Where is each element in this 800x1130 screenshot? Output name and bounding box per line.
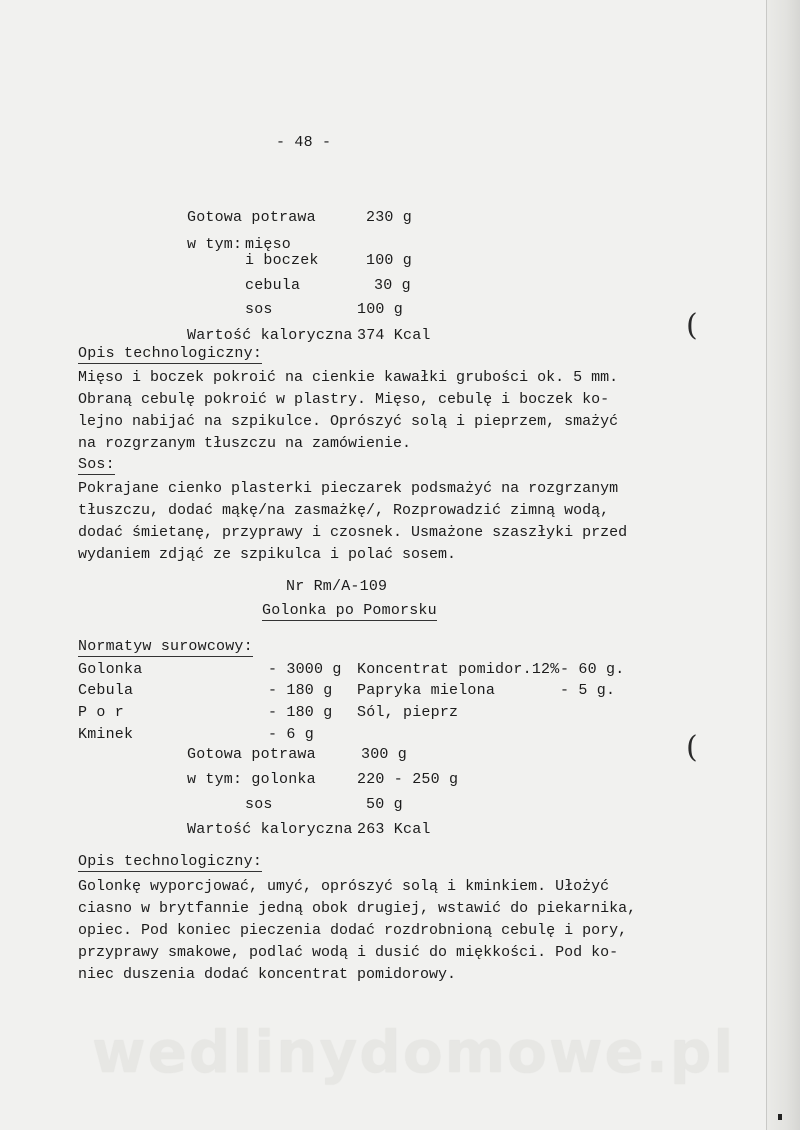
page-edge <box>766 0 800 1130</box>
text-line: Pokrajane cienko plasterki pieczarek podsmażyć na rozgrzanym <box>78 480 619 497</box>
ingredient-name: P o r <box>78 704 125 721</box>
ingredient-qty: - 6 g <box>268 726 315 743</box>
ingredient-name: Papryka mielona <box>357 682 496 699</box>
recipe-title: Golonka po Pomorsku <box>262 602 437 619</box>
ready-dish-value-2: 300 g <box>361 746 408 763</box>
ingredient-name: Kminek <box>78 726 134 743</box>
text-line: lejno nabijać na szpikulce. Oprószyć solą i pieprzem, smażyć <box>78 413 619 430</box>
corner-mark <box>778 1114 782 1120</box>
calories-label-2: Wartość kaloryczna <box>187 821 353 838</box>
item-bacon-label: i boczek <box>245 252 319 269</box>
recipe-number: Nr Rm/A-109 <box>286 578 388 595</box>
tech-heading-1: Opis technologiczny: <box>78 345 263 362</box>
ingredient-name: Sól, pieprz <box>357 704 459 721</box>
sauce-label-2: sos <box>245 796 273 813</box>
text-line: przyprawy smakowe, podlać wodą i dusić do miękkości. Pod ko- <box>78 944 619 961</box>
ingredient-qty: - 3000 g <box>268 661 342 678</box>
calories-label: Wartość kaloryczna <box>187 327 353 344</box>
tech-description-1 <box>78 367 618 455</box>
item-sauce-label: sos <box>245 301 273 318</box>
ingredient-name: Golonka <box>78 661 143 678</box>
margin-bracket-mark: ( <box>686 308 698 343</box>
watermark: wedlinydomowe.pl <box>92 1018 736 1086</box>
text-line: ciasno w brytfannie jedną obok drugiej, wstawić do piekarnika, <box>78 900 637 917</box>
tech-description-2 <box>78 876 637 986</box>
calories-value: 374 Kcal <box>357 327 431 344</box>
page-number: - 48 - <box>276 134 332 151</box>
sauce-heading: Sos: <box>78 456 115 473</box>
text-line: niec duszenia dodać koncentrat pomidorowy. <box>78 966 457 983</box>
ingredient-name: Cebula <box>78 682 134 699</box>
including-value-2: 220 - 250 g <box>357 771 459 788</box>
including-label-2: w tym: golonka <box>187 771 316 788</box>
ready-dish-value: 230 g <box>366 209 413 226</box>
sauce-value-2: 50 g <box>366 796 403 813</box>
ready-dish-label: Gotowa potrawa <box>187 209 316 226</box>
including-label: w tym: <box>187 236 243 253</box>
text-line: tłuszczu, dodać mąkę/na zasmażkę/, Rozprowadzić zimną wodą, <box>78 502 610 519</box>
ingredient-qty: - 60 g. <box>560 661 625 678</box>
margin-bracket-mark: ( <box>686 730 698 765</box>
text-line: opiec. Pod koniec pieczenia dodać rozdrobnioną cebulę i pory, <box>78 922 628 939</box>
ingredient-qty: - 5 g. <box>560 682 616 699</box>
tech-heading-2: Opis technologiczny: <box>78 853 263 870</box>
item-sauce-value: 100 g <box>357 301 404 318</box>
ingredient-qty: - 180 g <box>268 704 333 721</box>
text-line: Obraną cebulę pokroić w plastry. Mięso, cebulę i boczek ko- <box>78 391 610 408</box>
item-onion-label: cebula <box>245 277 301 294</box>
ready-dish-label-2: Gotowa potrawa <box>187 746 316 763</box>
sauce-description <box>78 478 628 566</box>
text-line: wydaniem zdjąć ze szpikulca i polać sosem. <box>78 546 457 563</box>
calories-value-2: 263 Kcal <box>357 821 431 838</box>
text-line: Golonkę wyporcjować, umyć, oprószyć solą i kminkiem. Ułożyć <box>78 878 610 895</box>
item-bacon-value: 100 g <box>366 252 413 269</box>
ingredient-name: Koncentrat pomidor.12% <box>357 661 560 678</box>
item-onion-value: 30 g <box>374 277 411 294</box>
item-meat-label: mięso <box>245 236 292 253</box>
text-line: dodać śmietanę, przyprawy i czosnek. Usmażone szaszłyki przed <box>78 524 628 541</box>
text-line: na rozgrzanym tłuszczu na zamówienie. <box>78 435 412 452</box>
ingredient-qty: - 180 g <box>268 682 333 699</box>
text-line: Mięso i boczek pokroić na cienkie kawałki grubości ok. 5 mm. <box>78 369 619 386</box>
norm-heading: Normatyw surowcowy: <box>78 638 253 655</box>
page-edge-line <box>766 0 767 1130</box>
